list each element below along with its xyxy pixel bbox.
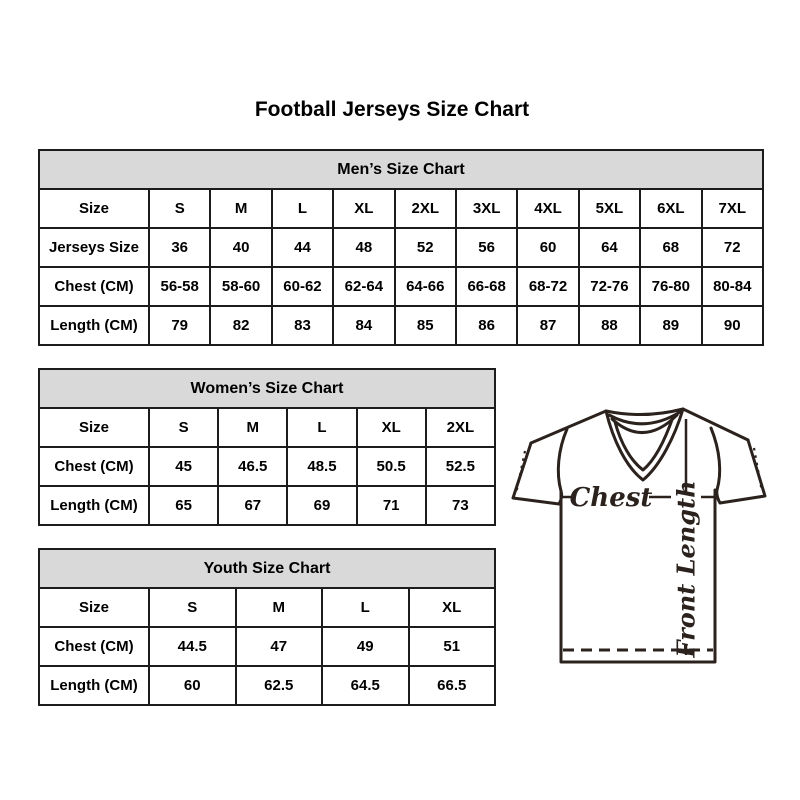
column-header: S [149,408,218,447]
cell-value: 64 [579,228,640,267]
column-header: XL [357,408,426,447]
column-header: M [218,408,287,447]
cell-value: 60-62 [272,267,333,306]
cell-value: 66-68 [456,267,517,306]
mens-size-table [38,149,764,346]
cell-value: 89 [640,306,701,345]
column-header: 7XL [702,189,763,228]
column-header: S [149,189,210,228]
cell-value: 64-66 [395,267,456,306]
cell-value: 44.5 [149,627,236,666]
cell-value: 86 [456,306,517,345]
womens-size-table [38,368,496,526]
cell-value: 80-84 [702,267,763,306]
row-label: Chest (CM) [39,267,149,306]
cell-value: 60 [149,666,236,705]
table-title-row [39,369,495,408]
cell-value: 66.5 [409,666,496,705]
table-row [39,666,495,705]
column-header: 2XL [426,408,495,447]
column-header-row [39,189,763,228]
table-title-row [39,549,495,588]
table-row [39,627,495,666]
column-header: XL [333,189,394,228]
cell-value: 64.5 [322,666,409,705]
cell-value: 85 [395,306,456,345]
cell-value: 60 [517,228,578,267]
cell-value: 90 [702,306,763,345]
cell-value: 52.5 [426,447,495,486]
cell-value: 52 [395,228,456,267]
column-header: 5XL [579,189,640,228]
column-header: XL [409,588,496,627]
column-header: Size [39,189,149,228]
table-row [39,267,763,306]
cell-value: 36 [149,228,210,267]
jersey-measurement-diagram [503,398,775,695]
cell-value: 87 [517,306,578,345]
row-label: Chest (CM) [39,447,149,486]
column-header: L [322,588,409,627]
cell-value: 71 [357,486,426,525]
column-header: M [236,588,323,627]
table-title: Youth Size Chart [39,549,495,588]
cell-value: 50.5 [357,447,426,486]
right-armhole-seam [711,428,720,490]
column-header: Size [39,588,149,627]
table-row [39,306,763,345]
cell-value: 56-58 [149,267,210,306]
page-title: Football Jerseys Size Chart [254,98,530,121]
cell-value: 62.5 [236,666,323,705]
column-header-row [39,408,495,447]
cell-value: 67 [218,486,287,525]
cell-value: 68 [640,228,701,267]
column-header: 2XL [395,189,456,228]
cell-value: 84 [333,306,394,345]
cell-value: 82 [210,306,271,345]
column-header: S [149,588,236,627]
cell-value: 44 [272,228,333,267]
cell-value: 72-76 [579,267,640,306]
cell-value: 69 [287,486,356,525]
column-header: 6XL [640,189,701,228]
cell-value: 45 [149,447,218,486]
column-header: L [287,408,356,447]
column-header: 4XL [517,189,578,228]
chest-measure-label: Chest [569,483,653,513]
cell-value: 48 [333,228,394,267]
cell-value: 49 [322,627,409,666]
right-shoulder-seam [683,409,748,440]
row-label: Length (CM) [39,486,149,525]
column-header-row [39,588,495,627]
cell-value: 73 [426,486,495,525]
left-shoulder-seam [531,411,606,443]
row-label: Jerseys Size [39,228,149,267]
row-label: Chest (CM) [39,627,149,666]
cell-value: 83 [272,306,333,345]
cell-value: 40 [210,228,271,267]
cell-value: 79 [149,306,210,345]
cell-value: 62-64 [333,267,394,306]
row-label: Length (CM) [39,666,149,705]
cell-value: 76-80 [640,267,701,306]
cell-value: 72 [702,228,763,267]
column-header: Size [39,408,149,447]
left-armhole-seam [558,429,567,491]
cell-value: 58-60 [210,267,271,306]
jersey-outline-drawing [503,398,775,695]
cell-value: 68-72 [517,267,578,306]
table-title: Women’s Size Chart [39,369,495,408]
table-row [39,486,495,525]
cell-value: 65 [149,486,218,525]
table-row [39,447,495,486]
cell-value: 46.5 [218,447,287,486]
column-header: 3XL [456,189,517,228]
cell-value: 48.5 [287,447,356,486]
table-title: Men’s Size Chart [39,150,763,189]
collar-top-edge [606,409,683,415]
front-length-measure-label: Front Length [671,480,701,658]
row-label: Length (CM) [39,306,149,345]
table-title-row [39,150,763,189]
column-header: M [210,189,271,228]
youth-size-table [38,548,496,706]
cell-value: 56 [456,228,517,267]
cell-value: 51 [409,627,496,666]
column-header: L [272,189,333,228]
cell-value: 47 [236,627,323,666]
table-row [39,228,763,267]
cell-value: 88 [579,306,640,345]
